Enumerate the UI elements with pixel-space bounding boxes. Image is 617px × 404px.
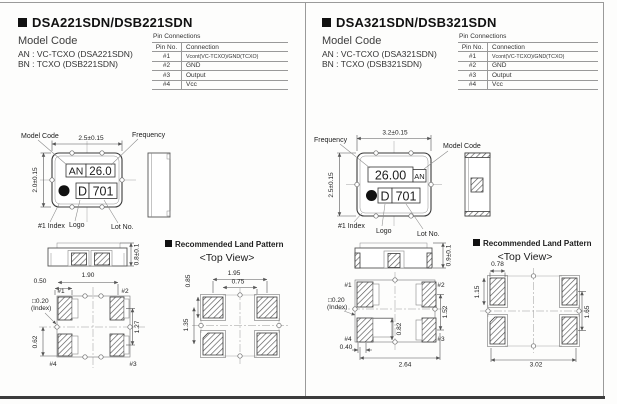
package-drawing-321 — [310, 125, 604, 397]
model-code-line: BN : TCXO (DSB221SDN) — [18, 59, 118, 69]
pin-label-2: #2 — [121, 288, 129, 295]
pin-label-3: #3 — [437, 336, 445, 343]
pin-connections-table — [458, 42, 598, 90]
col-header-connection: Connection — [492, 43, 525, 51]
table-row — [458, 81, 598, 90]
marking-lot: 701 — [395, 189, 417, 204]
dim-body-height: 2.0±0.15 — [32, 167, 39, 193]
pin-connection: GND — [492, 62, 507, 70]
index-dot — [59, 185, 70, 196]
model-code-block — [18, 35, 133, 69]
pin-connection: Vcont(VC-TCXO)/GND(TCXO) — [492, 53, 565, 60]
land-pattern-heading — [165, 240, 284, 264]
pin-connections-block — [458, 33, 598, 90]
side-view — [465, 153, 490, 216]
land-pattern-view — [183, 270, 288, 364]
section-marker-icon — [322, 18, 331, 27]
panel-title: DSA321SDN/DSB321SDN — [336, 15, 497, 30]
pin-no: #3 — [152, 71, 182, 79]
side-view — [148, 153, 170, 217]
col-header-connection: Connection — [186, 43, 219, 51]
dim-pad-width: 0.50 — [33, 278, 47, 285]
section-marker-icon — [473, 239, 480, 246]
label-logo: Logo — [376, 228, 392, 235]
label-frequency: Frequency — [132, 132, 166, 139]
pin-connection: GND — [186, 62, 201, 70]
model-code-line: AN : VC-TCXO (DSA221SDN) — [18, 49, 133, 59]
pin-no: #2 — [458, 62, 488, 70]
dim-pad-width: 0.40 — [339, 344, 353, 351]
label-model-code: Model Code — [21, 133, 59, 140]
bottom-view — [31, 272, 147, 368]
dim-thickness: 0.8±0.1 — [133, 243, 141, 266]
model-code-block — [322, 35, 437, 69]
label-lot: Lot No. — [417, 231, 440, 238]
land-dim-b: 0.75 — [231, 278, 245, 286]
marking-frequency: 26.0 — [89, 166, 112, 178]
land-pattern-title: Recommended Land Pattern — [175, 240, 284, 249]
thickness-view — [355, 243, 453, 268]
dim-pad-pitch-y: 1.52 — [442, 305, 449, 319]
land-pattern-subtitle: <Top View> — [497, 251, 553, 263]
pin-connection: Vcont(VC-TCXO)/GND(TCXO) — [186, 53, 259, 60]
marking-model-code: AN — [68, 165, 84, 178]
land-pattern-title: Recommended Land Pattern — [483, 239, 592, 248]
land-dim-d: 3.02 — [529, 361, 543, 369]
pin-label-4: #4 — [344, 336, 352, 343]
land-dim-c: 1.65 — [584, 305, 591, 319]
model-code-line: AN : VC-TCXO (DSA321SDN) — [322, 49, 437, 59]
dim-pad-edge-y: 0.62 — [32, 335, 39, 349]
dim-thickness: 0.9±0.1 — [445, 244, 453, 267]
pin-label-2: #2 — [437, 282, 445, 289]
marking-model-code: AN — [414, 172, 425, 181]
pin-no: #1 — [458, 52, 488, 60]
label-model-code: Model Code — [443, 143, 481, 150]
dim-pad-inner: 0.82 — [396, 322, 403, 336]
land-pattern-view — [474, 261, 591, 369]
pin-label-1: #1 — [57, 288, 65, 295]
pin-connection: Output — [186, 71, 206, 79]
pin-connections-table — [152, 42, 288, 90]
panel-header — [322, 15, 497, 30]
dim-pad-pitch-x: 1.90 — [81, 272, 95, 279]
land-pattern-subtitle: <Top View> — [199, 252, 255, 264]
dim-index-word: (Index) — [327, 304, 348, 311]
pin-connections-title: Pin Connections — [459, 33, 507, 40]
land-dim-d: 1.35 — [183, 318, 190, 332]
pin-label-4: #4 — [49, 361, 57, 368]
table-row — [458, 62, 598, 71]
dim-body-height: 2.5±0.15 — [328, 172, 335, 198]
pin-label-1: #1 — [344, 282, 352, 289]
label-frequency: Frequency — [314, 137, 348, 144]
col-header-pin: Pin No. — [458, 43, 488, 51]
table-row — [152, 52, 288, 61]
pin-connections-block — [152, 33, 288, 90]
front-view — [21, 132, 166, 231]
top-rule — [0, 2, 604, 3]
dim-index-word: (Index) — [31, 305, 52, 312]
label-index: #1 Index — [338, 223, 365, 230]
table-header-row — [152, 43, 288, 52]
dim-pad-pitch-y: 1.27 — [134, 320, 141, 334]
panel-title: DSA221SDN/DSB221SDN — [32, 15, 193, 30]
table-row — [458, 71, 598, 80]
land-pattern-heading — [473, 239, 592, 263]
model-code-line: BN : TCXO (DSB321SDN) — [322, 59, 422, 69]
pin-no: #3 — [458, 71, 488, 79]
dim-body-width: 2.5±0.15 — [78, 135, 104, 142]
pin-no: #2 — [152, 62, 182, 70]
index-dot — [366, 190, 377, 201]
dim-index-size: □0.20 — [32, 298, 49, 305]
pin-connection: Vcc — [186, 81, 197, 89]
thickness-view — [48, 243, 141, 266]
table-header-row — [458, 43, 598, 52]
pin-label-3: #3 — [129, 361, 137, 368]
front-view — [314, 130, 481, 239]
dim-pad-span-x: 2.64 — [398, 361, 412, 369]
panel-header — [18, 15, 193, 30]
col-header-pin: Pin No. — [152, 43, 182, 51]
pin-connection: Output — [492, 71, 512, 79]
marking-lot: 701 — [92, 184, 114, 199]
marking-logo: D — [77, 184, 88, 199]
land-dim-a: 0.78 — [491, 261, 504, 268]
marking-frequency: 26.00 — [374, 168, 407, 183]
table-row — [458, 52, 598, 61]
table-row — [152, 81, 288, 90]
label-logo: Logo — [69, 222, 85, 229]
label-lot: Lot No. — [111, 224, 134, 231]
table-row — [152, 71, 288, 80]
pin-no: #4 — [458, 81, 488, 89]
model-code-heading: Model Code — [322, 35, 382, 47]
pin-connections-title: Pin Connections — [153, 33, 201, 40]
section-marker-icon — [18, 18, 27, 27]
pin-no: #1 — [152, 52, 182, 60]
table-row — [152, 62, 288, 71]
section-marker-icon — [165, 240, 172, 247]
bottom-view — [327, 272, 449, 369]
land-dim-c: 0.85 — [185, 274, 192, 288]
label-index: #1 Index — [38, 223, 65, 230]
pin-connection: Vcc — [492, 81, 503, 89]
model-code-heading: Model Code — [18, 35, 78, 47]
marking-logo: D — [380, 189, 390, 204]
package-drawing-221 — [10, 125, 305, 397]
panel-divider — [305, 2, 306, 397]
dim-index-size: □0.20 — [328, 297, 345, 304]
land-dim-b: 1.15 — [474, 285, 481, 299]
dim-body-width: 3.2±0.15 — [382, 129, 408, 137]
pin-no: #4 — [152, 81, 182, 89]
land-dim-a: 1.95 — [227, 270, 241, 277]
